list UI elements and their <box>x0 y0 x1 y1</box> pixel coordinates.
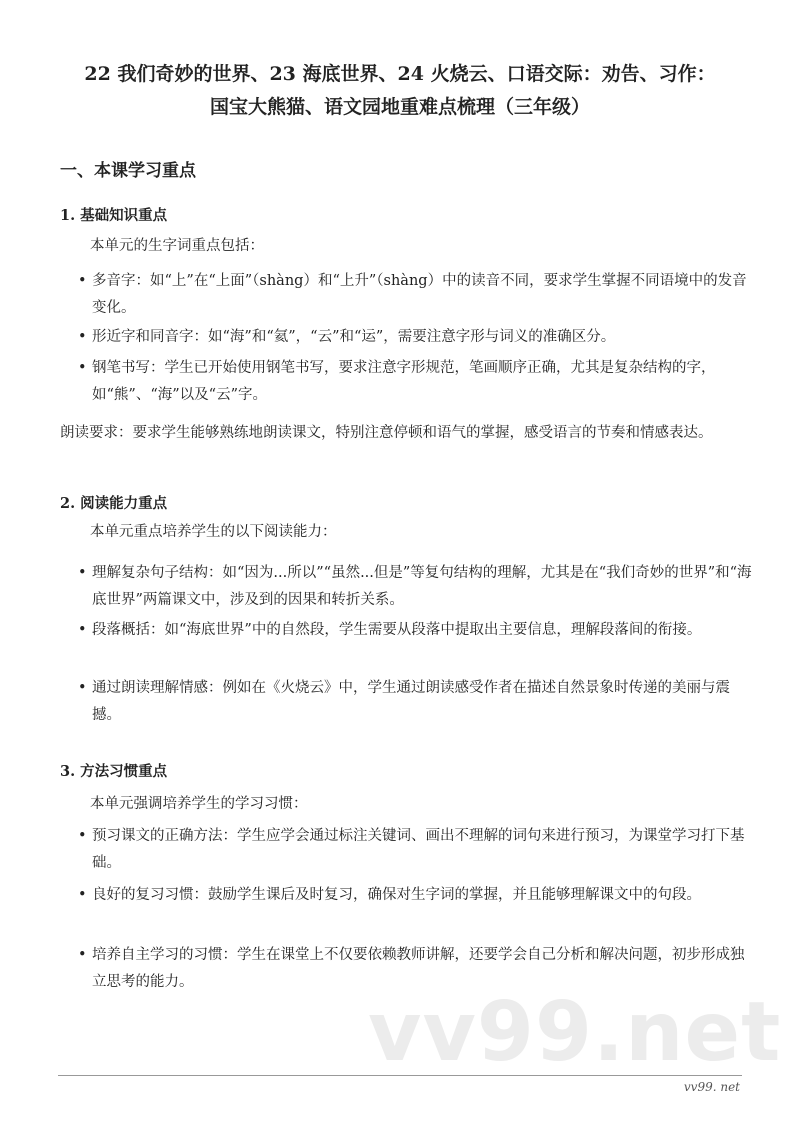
list-item: • 预习课文的正确方法：学生应学会通过标注关键词、画出不理解的词句来进行预习，为课堂学习打下基础。 <box>78 823 754 877</box>
list-item: • 钢笔书写：学生已开始使用钢笔书写，要求注意字形规范，笔画顺序正确，尤其是复杂结构的字，如“熊”、“海”以及“云”字。 <box>78 355 754 409</box>
subsection-heading-2: 2. 阅读能力重点 <box>60 495 168 512</box>
list-item: • 通过朗读理解情感：例如在《火烧云》中，学生通过朗读感受作者在描述自然景象时传递的美丽与震撼。 <box>78 675 754 729</box>
subsection-heading-1: 1. 基础知识重点 <box>60 207 168 224</box>
bullet-icon: • <box>78 622 87 638</box>
intro-2: 本单元重点培养学生的以下阅读能力： <box>90 524 337 540</box>
bullet-icon: • <box>78 947 87 963</box>
list-item: • 培养自主学习的习惯：学生在课堂上不仅要依赖教师讲解，还要学会自己分析和解决问题，初步形成独立思考的能力。 <box>78 942 754 996</box>
bullet-icon: • <box>78 680 87 696</box>
intro-3: 本单元强调培养学生的学习习惯： <box>90 796 308 812</box>
subsection-heading-3: 3. 方法习惯重点 <box>60 763 168 780</box>
bullet-icon: • <box>78 887 87 903</box>
list-item: • 多音字：如“上”在“上面”（shàng）和“上升”（shàng）中的读音不同，要求学生掌握不同语境中的发音变化。 <box>78 268 754 322</box>
footer-site: vv99. net <box>683 1080 740 1094</box>
title-line-1: 22 我们奇妙的世界、23 海底世界、24 火烧云、口语交际：劝告、习作： <box>84 63 716 85</box>
page-title <box>40 58 760 124</box>
bullet-icon: • <box>78 329 87 345</box>
reading-requirement: 朗读要求：要求学生能够熟练地朗读课文，特别注意停顿和语气的掌握，感受语言的节奏和情感表达。 <box>60 425 713 441</box>
list-item: • 形近字和同音字：如“海”和“氦”，“云”和“运”，需要注意字形与词义的准确区分。 <box>78 324 754 351</box>
footer-divider <box>58 1075 742 1076</box>
list-item: • 良好的复习习惯：鼓励学生课后及时复习，确保对生字词的掌握，并且能够理解课文中的句段。 <box>78 882 754 909</box>
intro-1: 本单元的生字词重点包括： <box>90 238 264 254</box>
list-item: • 理解复杂句子结构：如“因为...所以”“虽然...但是”等复句结构的理解，尤其是在“我们奇妙的世界”和“海底世界”两篇课文中，涉及到的因果和转折关系。 <box>78 560 754 614</box>
list-item: • 段落概括：如“海底世界”中的自然段，学生需要从段落中提取出主要信息，理解段落间的衔接。 <box>78 617 754 644</box>
bullet-icon: • <box>78 360 87 376</box>
watermark: vv99.net <box>368 985 782 1080</box>
section-heading: 一、本课学习重点 <box>60 161 196 181</box>
bullet-icon: • <box>78 828 87 844</box>
title-line-2: 国宝大熊猫、语文园地重难点梳理（三年级） <box>209 96 590 118</box>
bullet-icon: • <box>78 273 87 289</box>
bullet-icon: • <box>78 565 87 581</box>
